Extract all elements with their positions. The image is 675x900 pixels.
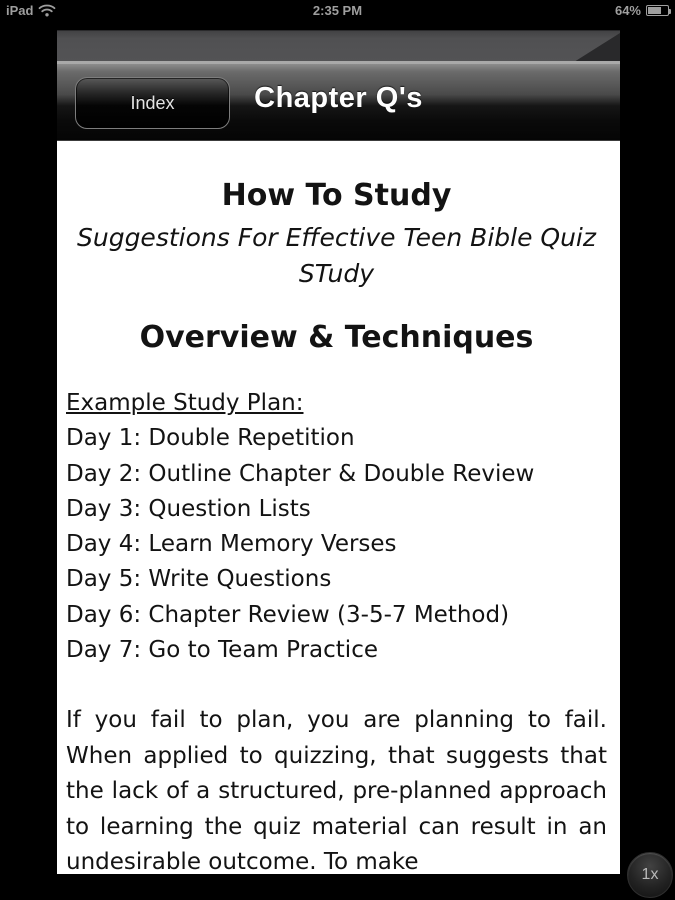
ad-banner [57,30,620,61]
navigation-bar [57,64,620,141]
list-item: Day 3: Question Lists [66,495,311,522]
battery-icon [646,5,669,16]
clock: 2:35 PM [312,2,363,18]
scale-1x-label: 1x [641,866,659,883]
wifi-icon [38,4,56,17]
page-title: Chapter Q's [254,82,423,114]
body-paragraph: If you fail to plan, you are planning to fail. When applied to quizzing, that suggests that the lack of a structured, pre-planned approach to learning the quiz material can result in an undesirable outcome. To make [66,707,607,874]
index-back-button-label: Index [130,92,175,113]
list-item: Day 5: Write Questions [66,566,332,593]
list-item: Day 6: Chapter Review (3-5-7 Method) [66,601,510,628]
list-item: Day 4: Learn Memory Verses [66,531,397,558]
device-label: iPad [6,2,34,18]
list-item: Day 7: Go to Team Practice [66,637,378,664]
app-window [57,30,620,875]
study-plan-heading: Example Study Plan: [66,390,304,416]
study-plan-list [66,386,607,668]
section-heading: Overview & Techniques [139,320,534,355]
banner-fold-corner [574,33,620,61]
status-bar [0,0,675,20]
document-title: How To Study [221,178,452,213]
list-item: Day 2: Outline Chapter & Double Review [66,460,535,487]
scale-1x-button[interactable] [627,852,673,898]
battery-percent: 64% [614,2,641,18]
document-subtitle: Suggestions For Effective Teen Bible Quiz STudy [76,223,597,288]
document-scroll-area[interactable] [57,141,620,874]
list-item: Day 1: Double Repetition [66,425,355,452]
